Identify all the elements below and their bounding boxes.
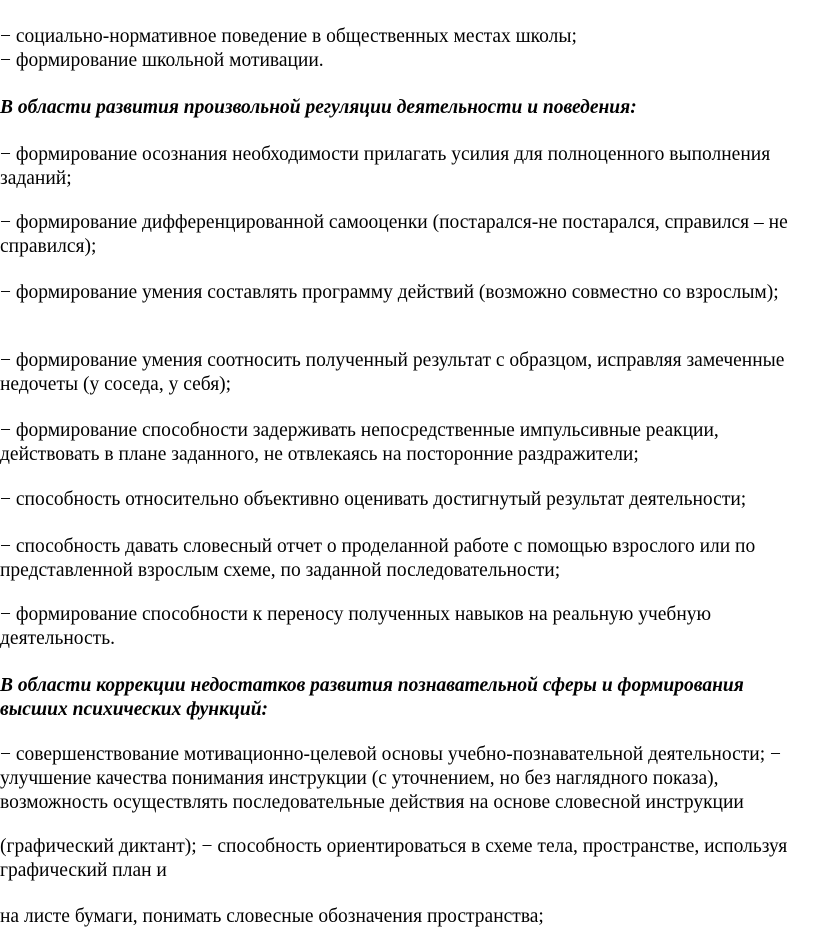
text-line: графический план и [0,860,167,881]
text-line: недочеты (у соседа, у себя); [0,374,232,395]
text-line: на листе бумаги, понимать словесные обозначения пространства; [0,906,544,927]
text-line: − формирование умения составлять программу действий (возможно совместно со взрослым); [0,282,779,303]
text-line: − способность относительно объективно оценивать достигнутый результат деятельности; [0,489,747,510]
text-line: − формирование школьной мотивации. [0,50,324,71]
section-heading: В области развития произвольной регуляции деятельности и поведения: [0,97,637,118]
text-line: действовать в плане заданного, не отвлекаясь на посторонние раздражители; [0,444,639,465]
text-line: − социально-нормативное поведение в общественных местах школы; [0,26,577,47]
text-line: справился); [0,236,97,257]
text-line: заданий; [0,168,72,189]
text-line: − формирование способности к переносу полученных навыков на реальную учебную [0,604,712,625]
text-line: возможность осуществлять последовательные действия на основе словесной инструкции [0,792,744,813]
text-line: − формирование способности задерживать непосредственные импульсивные реакции, [0,420,719,441]
text-line: улучшение качества понимания инструкции (с уточнением, но без наглядного показа), [0,768,719,789]
text-line: представленной взрослым схеме, по заданной последовательности; [0,560,561,581]
text-line: − способность давать словесный отчет о проделанной работе с помощью взрослого или по [0,536,756,557]
text-line: деятельность. [0,628,115,649]
text-line: − формирование осознания необходимости прилагать усилия для полноценного выполнения [0,144,771,165]
text-line: − формирование умения соотносить полученный результат с образцом, исправляя замеченные [0,350,785,371]
text-line: − совершенствование мотивационно-целевой основы учебно-познавательной деятельности; − [0,744,781,765]
text-line: − формирование дифференцированной самооценки (постарался-не постарался, справился – не [0,212,788,233]
section-heading: В области коррекции недостатков развития познавательной сферы и формирования [0,675,744,696]
text-line: (графический диктант); − способность ориентироваться в схеме тела, пространстве, используя [0,836,788,857]
section-heading: высших психических функций: [0,699,269,720]
